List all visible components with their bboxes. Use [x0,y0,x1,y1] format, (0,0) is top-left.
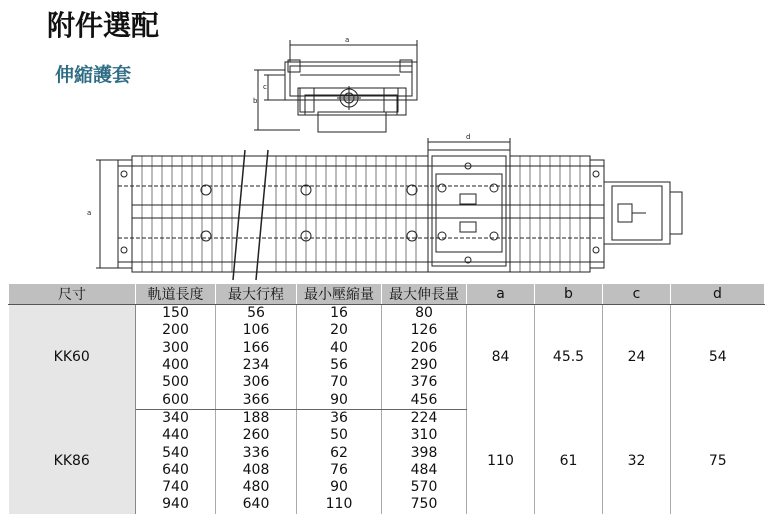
page-title: 附件選配 [47,9,160,42]
max-extension-cell: 290 [382,357,467,374]
table-row [9,305,765,323]
rail-length-cell: 640 [136,462,216,479]
min-compression-cell: 90 [297,479,382,496]
model-cell: KK60 [9,305,136,410]
min-compression-cell: 76 [297,462,382,479]
max-stroke-cell: 188 [216,409,297,427]
min-compression-cell: 50 [297,427,382,444]
min-compression-cell: 70 [297,374,382,391]
max-stroke-cell: 234 [216,357,297,374]
dim-label-c: c [263,83,267,91]
header-max-extension: 最大伸長量 [382,284,467,305]
max-extension-cell: 750 [382,496,467,513]
dim-b-cell: 61 [535,409,603,513]
dim-c-cell: 24 [603,305,671,410]
dim-d-cell: 54 [708,348,727,365]
max-stroke-cell: 306 [216,374,297,391]
min-compression-cell: 36 [297,409,382,427]
min-compression-cell: 110 [297,496,382,513]
dim-a-cell: 110 [467,409,535,513]
header-b: b [535,284,603,305]
max-extension-cell: 126 [382,322,467,339]
header-c: c [603,284,671,305]
max-stroke-cell: 366 [216,391,297,409]
max-extension-cell: 80 [382,305,467,323]
rail-length-cell: 300 [136,340,216,357]
dim-d-cell: 75 [708,452,727,469]
rail-length-cell: 200 [136,322,216,339]
dim-label-d: d [466,133,471,141]
rail-length-cell: 150 [136,305,216,323]
end-view-drawing [253,36,417,132]
max-stroke-cell: 408 [216,462,297,479]
rail-length-cell: 400 [136,357,216,374]
max-extension-cell: 570 [382,479,467,496]
header-max-stroke: 最大行程 [216,284,297,305]
rail-length-cell: 500 [136,374,216,391]
table-header-row [9,284,765,305]
max-extension-cell: 484 [382,462,467,479]
min-compression-cell: 56 [297,357,382,374]
max-stroke-cell: 106 [216,322,297,339]
max-stroke-cell: 166 [216,340,297,357]
model-cell: KK86 [9,409,136,513]
dim-label-a-side: a [87,209,92,217]
max-stroke-cell: 480 [216,479,297,496]
max-extension-cell: 206 [382,340,467,357]
max-extension-cell: 376 [382,374,467,391]
max-extension-cell: 456 [382,391,467,409]
header-a: a [467,284,535,305]
header-rail-length: 軌道長度 [136,284,216,305]
max-stroke-cell: 336 [216,444,297,461]
rail-length-cell: 540 [136,444,216,461]
table-row [9,409,765,427]
rail-length-cell: 340 [136,409,216,427]
rail-length-cell: 600 [136,391,216,409]
header-min-compression: 最小壓縮量 [297,284,382,305]
max-extension-cell: 398 [382,444,467,461]
min-compression-cell: 40 [297,340,382,357]
top-view-drawing [87,133,682,280]
dim-label-b: b [253,97,258,105]
max-stroke-cell: 640 [216,496,297,513]
dim-c-cell: 32 [603,409,671,513]
max-stroke-cell: 56 [216,305,297,323]
rail-length-cell: 740 [136,479,216,496]
min-compression-cell: 20 [297,322,382,339]
rail-length-cell: 440 [136,427,216,444]
max-extension-cell: 224 [382,409,467,427]
min-compression-cell: 16 [297,305,382,323]
min-compression-cell: 90 [297,391,382,409]
rail-length-cell: 940 [136,496,216,513]
header-d: d [671,284,765,305]
dim-a-cell: 84 [467,305,535,410]
dim-b-cell: 45.5 [535,305,603,410]
max-stroke-cell: 260 [216,427,297,444]
dim-label-a: a [345,36,350,44]
spec-table [8,283,765,514]
section-subtitle: 伸縮護套 [55,64,132,86]
max-extension-cell: 310 [382,427,467,444]
header-size: 尺寸 [9,284,136,305]
min-compression-cell: 62 [297,444,382,461]
